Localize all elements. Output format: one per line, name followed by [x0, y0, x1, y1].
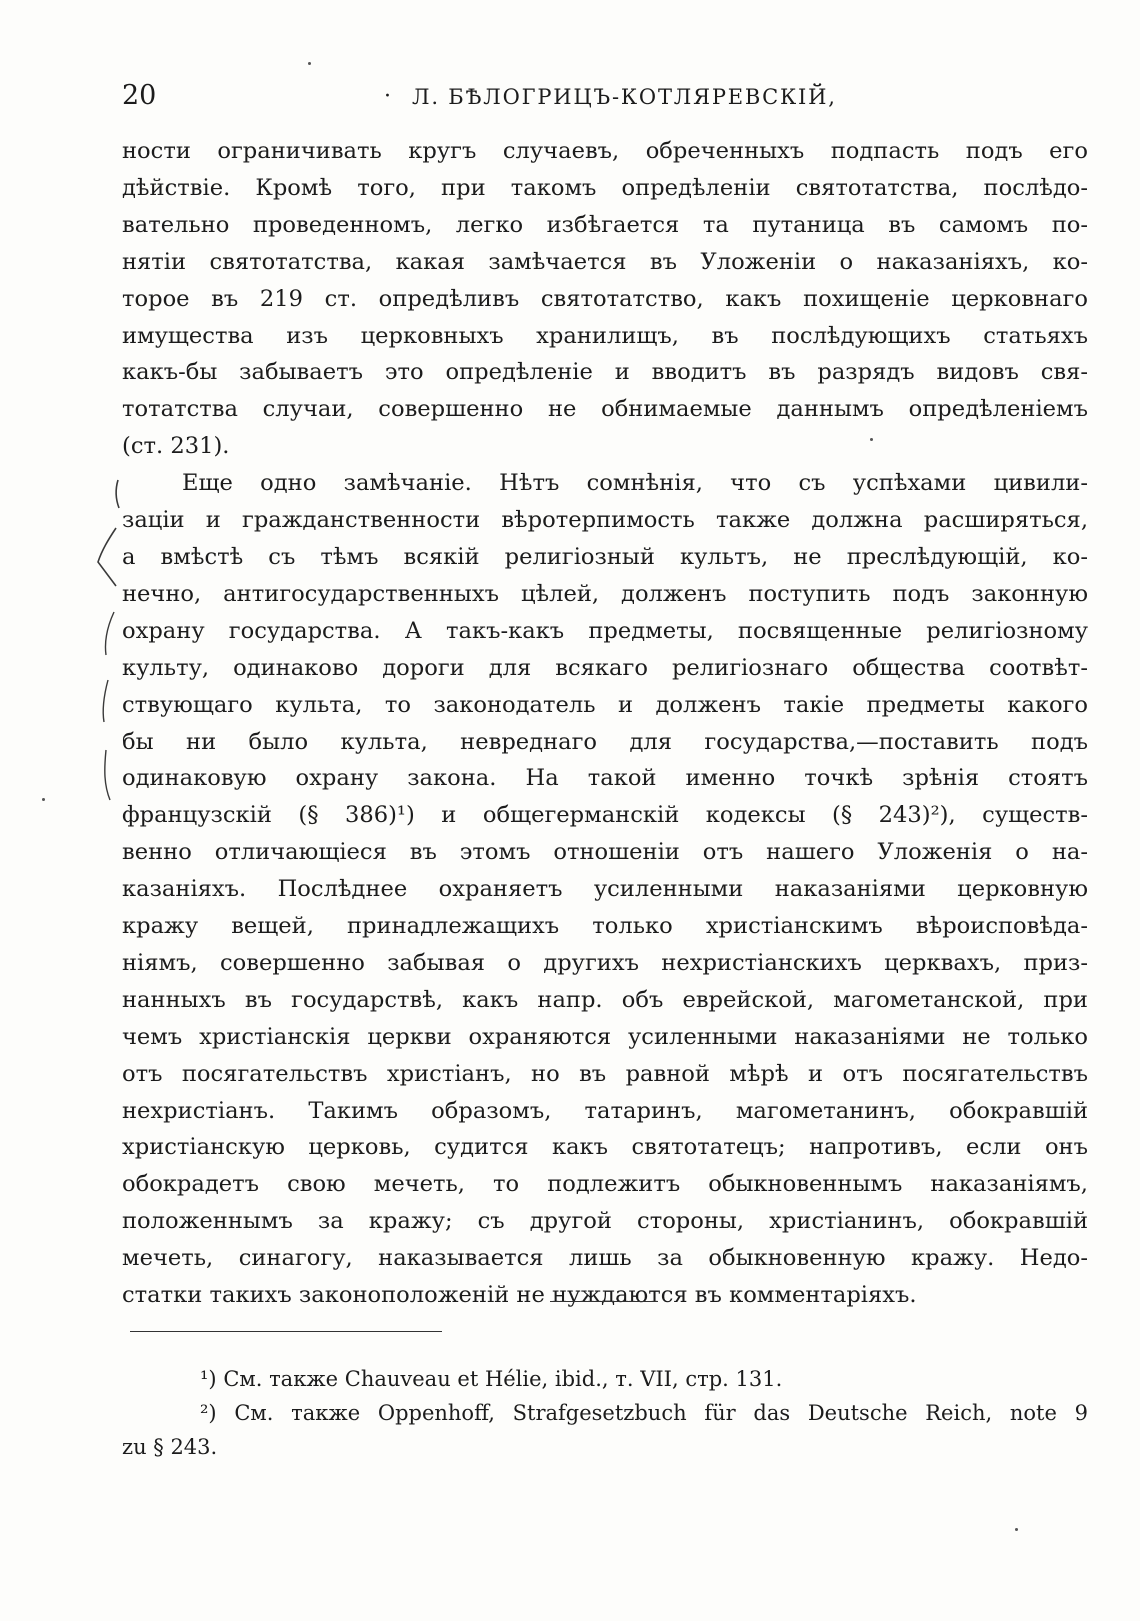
header-separator: ·: [384, 84, 391, 109]
paper-speck: [1015, 1528, 1018, 1531]
margin-pencil-marks: [80, 450, 130, 830]
pencil-stroke: [103, 680, 108, 722]
text-line: ніямъ, совершенно забывая о другихъ нехристіанскихъ церквахъ, приз-: [122, 949, 1088, 976]
footnote-text: См. также Oppenhoff, Strafgesetzbuch für das Deutsche Reich, note 9: [234, 1401, 1088, 1425]
text-line: нятіи святотатства, какая замѣчается въ Уложеніи о наказаніяхъ, ко-: [122, 248, 1088, 275]
footnote-text: См. также Chauveau et Hélie, ibid., т. VII, стр. 131.: [223, 1367, 783, 1391]
footnote-text: zu § 243.: [122, 1435, 218, 1459]
text-line: тотатства случаи, совершенно не обнимаемые даннымъ опредѣленіемъ: [122, 396, 1088, 423]
footnote-separator-rule: [130, 1331, 442, 1332]
text-line: чемъ христіанскія церкви охраняются усиленными наказаніями не только: [122, 1023, 1088, 1050]
paper-speck: [870, 438, 873, 441]
paper-speck: [42, 798, 45, 801]
paragraph-1: [122, 133, 1088, 465]
footnote-mark: ¹): [200, 1367, 217, 1391]
text-line: культу, одинаково дороги для всякаго религіознаго общества соотвѣт-: [122, 654, 1088, 681]
text-line: кражу вещей, принадлежащихъ только христіанскимъ вѣроисповѣда-: [122, 913, 1088, 940]
text-line: (ст. 231).: [122, 433, 230, 460]
text-line: одинаковую охрану закона. На такой именно точкѣ зрѣнія стоятъ: [122, 765, 1088, 792]
text-line: а вмѣстѣ съ тѣмъ всякій религіозный культъ, не преслѣдующій, ко-: [122, 543, 1088, 570]
text-line: дѣйствіе. Кромѣ того, при такомъ опредѣленіи святотатства, послѣдо-: [122, 174, 1088, 201]
text-line: ствующаго культа, то законодатель и долженъ такіе предметы какого: [122, 691, 1088, 718]
text-line: положеннымъ за кражу; съ другой стороны, христіанинъ, обокравшій: [122, 1208, 1088, 1235]
text-line: какъ-бы забываетъ это опредѣленіе и вводитъ въ разрядъ видовъ свя-: [122, 359, 1088, 386]
text-line: Еще одно замѣчаніе. Нѣтъ сомнѣнія, что съ успѣхами цивили-: [182, 470, 1088, 497]
paper-speck: [308, 62, 311, 65]
text-line: статки такихъ законоположеній не нуждаются въ комментаріяхъ.: [122, 1282, 917, 1309]
text-line: вательно проведенномъ, легко избѣгается та путаница въ самомъ по-: [122, 211, 1088, 238]
pencil-stroke: [105, 750, 110, 800]
text-line: нанныхъ въ государствѣ, какъ напр. объ еврейской, магометанской, при: [122, 986, 1088, 1013]
text-line: французскій (§ 386)¹) и общегерманскій кодексы (§ 243)²), существ-: [122, 802, 1088, 829]
footnote-1: [122, 1362, 1088, 1396]
page-number: 20: [122, 80, 157, 111]
pencil-stroke: [98, 528, 116, 586]
text-line: торое въ 219 ст. опредѣливъ святотатство, какъ похищеніе церковнаго: [122, 285, 1088, 312]
body-text: [122, 133, 1088, 1314]
running-title: Л. БѢЛОГРИЦЪ-КОТЛЯРЕВСКІЙ,: [412, 85, 837, 109]
pencil-stroke: [105, 612, 114, 655]
section-end-rule: [550, 1301, 658, 1302]
text-line: имущества изъ церковныхъ хранилищъ, въ послѣдующихъ статьяхъ: [122, 322, 1088, 349]
footnotes: [122, 1362, 1088, 1464]
text-line: казаніяхъ. Послѣднее охраняетъ усиленными наказаніями церковную: [122, 876, 1088, 903]
footnote-mark: ²): [200, 1401, 217, 1425]
text-line: ности ограничивать кругъ случаевъ, обреченныхъ подпасть подъ его: [122, 138, 1088, 164]
text-line: бы ни было культа, невреднаго для государства,—поставить подъ: [122, 728, 1088, 755]
footnote-2: [122, 1396, 1088, 1464]
text-line: отъ посягательствъ христіанъ, но въ равной мѣрѣ и отъ посягательствъ: [122, 1060, 1088, 1087]
running-head: [122, 78, 1090, 118]
text-line: нехристіанъ. Такимъ образомъ, татаринъ, магометанинъ, обокравшій: [122, 1097, 1088, 1124]
text-line: нечно, антигосударственныхъ цѣлей, долженъ поступить подъ законную: [122, 580, 1088, 607]
text-line: обокрадетъ свою мечеть, то подлежитъ обыкновеннымъ наказаніямъ,: [122, 1171, 1088, 1198]
paragraph-2: [122, 465, 1088, 1314]
pencil-stroke: [116, 480, 119, 508]
text-line: мечеть, синагогу, наказывается лишь за обыкновенную кражу. Недо-: [122, 1245, 1088, 1272]
text-line: заціи и гражданственности вѣротерпимость также должна расширяться,: [122, 507, 1088, 534]
text-line: охрану государства. А такъ-какъ предметы, посвященные религіозному: [122, 617, 1088, 644]
text-line: венно отличающіеся въ этомъ отношеніи отъ нашего Уложенія о на-: [122, 839, 1088, 866]
text-line: христіанскую церковь, судится какъ святотатецъ; напротивъ, если онъ: [122, 1134, 1088, 1161]
